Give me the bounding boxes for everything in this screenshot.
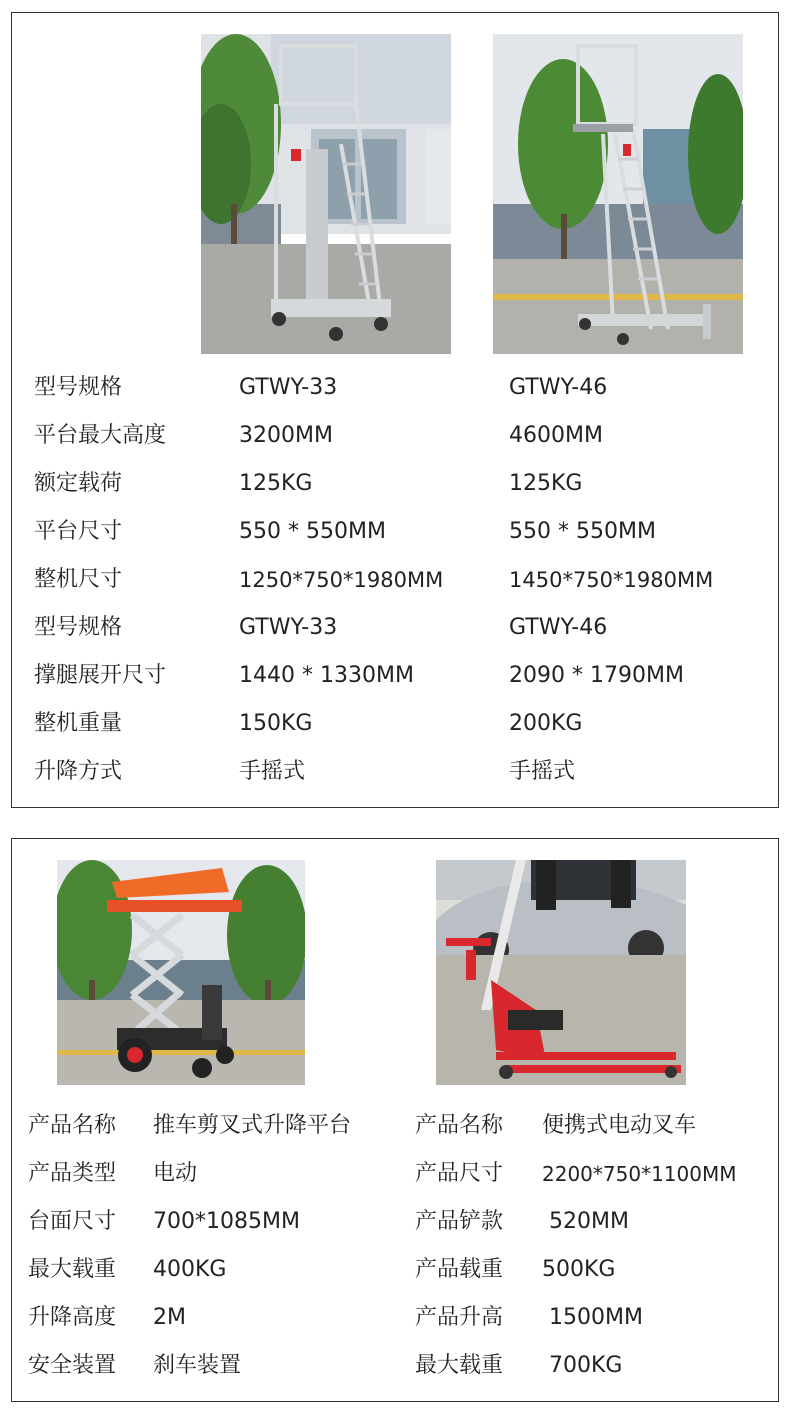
spec-value-33: 150KG — [239, 711, 313, 736]
spec-value: 700*1085MM — [153, 1209, 300, 1234]
ladder-lift-photo-33 — [201, 34, 451, 354]
spec-value: 电动 — [153, 1161, 198, 1186]
spec-label: 平台尺寸 — [34, 519, 123, 544]
spec-value-46: 手摇式 — [509, 759, 576, 784]
scissor-lift-photo — [57, 860, 305, 1085]
spec-label: 最大载重 — [415, 1353, 504, 1378]
spec-value: 400KG — [153, 1257, 227, 1282]
spec-value-33: 1440 * 1330MM — [239, 663, 414, 688]
spec-value: 2M — [153, 1305, 186, 1330]
spec-value-33: GTWY-33 — [239, 375, 338, 400]
spec-label: 产品载重 — [415, 1257, 504, 1282]
spec-label: 产品名称 — [415, 1113, 504, 1138]
spec-value-46: 550 * 550MM — [509, 519, 656, 544]
spec-value: 2200*750*1100MM — [542, 1162, 737, 1186]
spec-value: 1500MM — [542, 1305, 643, 1330]
spec-value-33: 手摇式 — [239, 759, 306, 784]
spec-value-33: 1250*750*1980MM — [239, 568, 444, 592]
spec-label: 型号规格 — [34, 615, 123, 640]
spec-label: 产品名称 — [28, 1113, 117, 1138]
spec-label: 产品升高 — [415, 1305, 504, 1330]
spec-label: 平台最大高度 — [34, 423, 167, 448]
spec-value: 推车剪叉式升降平台 — [153, 1113, 352, 1138]
spec-value-33: 3200MM — [239, 423, 333, 448]
spec-label: 最大载重 — [28, 1257, 117, 1282]
spec-value-46: GTWY-46 — [509, 375, 608, 400]
ladder-lift-photo-46 — [493, 34, 743, 354]
spec-label: 额定载荷 — [34, 471, 123, 496]
spec-value-46: 4600MM — [509, 423, 603, 448]
spec-value-33: 550 * 550MM — [239, 519, 386, 544]
spec-label: 撑腿展开尺寸 — [34, 663, 167, 688]
spec-value: 520MM — [542, 1209, 629, 1234]
electric-forklift-photo — [436, 860, 686, 1085]
spec-label: 台面尺寸 — [28, 1209, 117, 1234]
spec-label: 产品铲款 — [415, 1209, 504, 1234]
spec-label: 升降方式 — [34, 759, 123, 784]
spec-label: 整机重量 — [34, 711, 123, 736]
spec-value-46: 2090 * 1790MM — [509, 663, 684, 688]
spec-label: 型号规格 — [34, 375, 123, 400]
spec-value: 便携式电动叉车 — [542, 1113, 697, 1138]
spec-value-46: 1450*750*1980MM — [509, 568, 714, 592]
spec-value-46: 125KG — [509, 471, 583, 496]
spec-value-46: GTWY-46 — [509, 615, 608, 640]
spec-value-33: 125KG — [239, 471, 313, 496]
spec-label: 升降高度 — [28, 1305, 117, 1330]
spec-label: 安全装置 — [28, 1353, 117, 1378]
spec-value: 刹车装置 — [153, 1353, 242, 1378]
spec-label: 整机尺寸 — [34, 567, 123, 592]
spec-value-46: 200KG — [509, 711, 583, 736]
spec-label: 产品尺寸 — [415, 1161, 504, 1186]
spec-value-33: GTWY-33 — [239, 615, 338, 640]
spec-value: 700KG — [542, 1353, 623, 1378]
spec-value: 500KG — [542, 1257, 616, 1282]
spec-label: 产品类型 — [28, 1161, 117, 1186]
